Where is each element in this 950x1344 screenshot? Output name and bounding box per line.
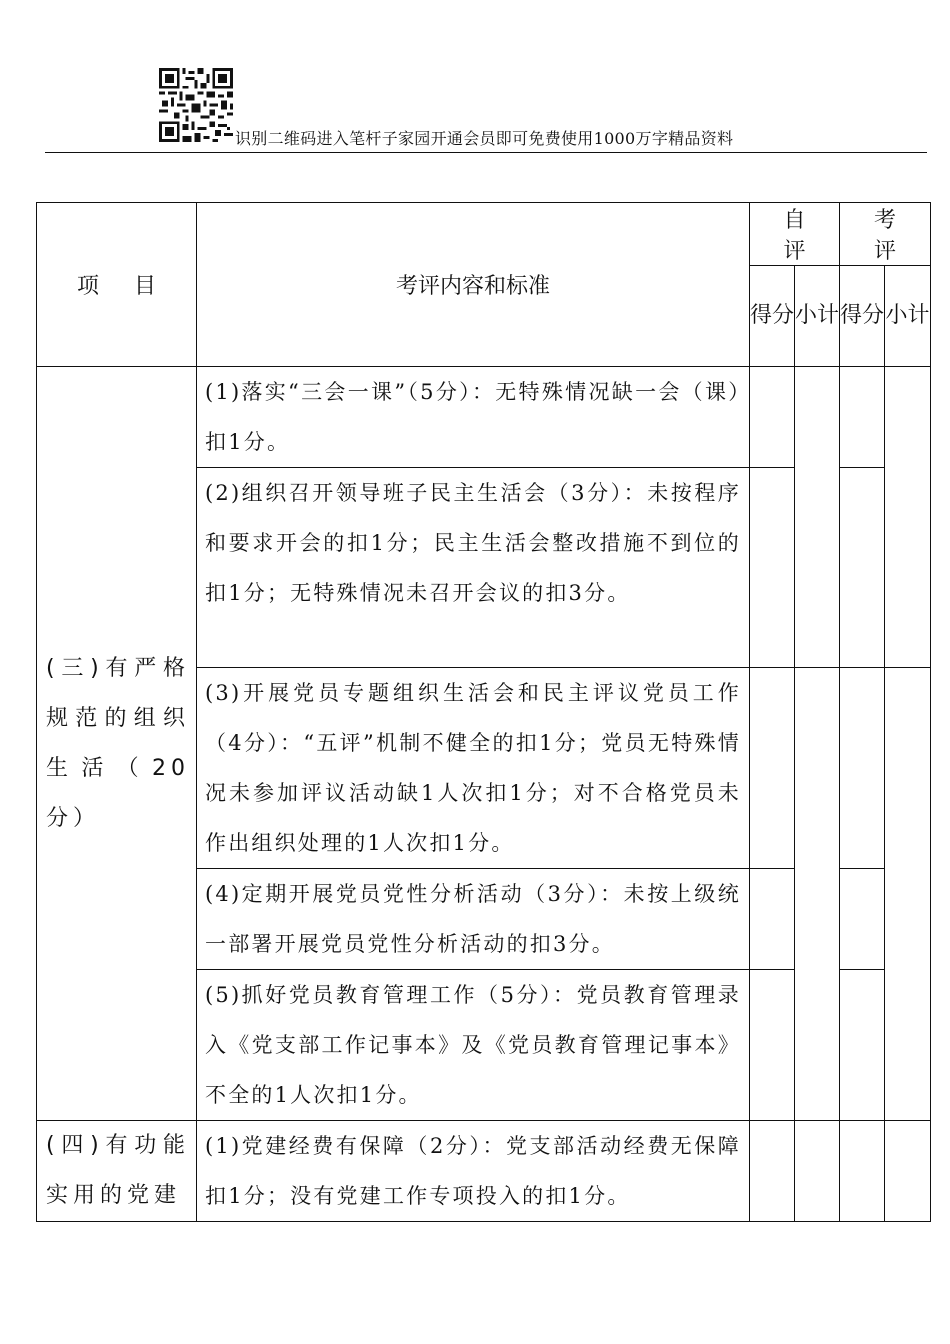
section3-item-3: (3)开展党员专题组织生活会和民主评议党员工作（4分）：“五评”机制不健全的扣1分；党员无特殊情况未参加评议活动缺1人次扣1分；对不合格党员未作出组织处理的1人次扣1分。 [197,668,750,869]
self-score-cell[interactable] [750,869,795,970]
section4-item-1: (1)党建经费有保障（2分）：党支部活动经费无保障扣1分；没有党建工作专项投入的扣1分。 [197,1121,750,1222]
review-subtotal-cell[interactable] [885,1121,931,1222]
review-score-cell[interactable] [840,1121,885,1222]
header-self-subtotal: 小计 [795,266,840,367]
self-subtotal-cell[interactable] [795,367,840,668]
self-score-cell[interactable] [750,1121,795,1222]
header-self-evaluation: 自 评 [750,203,840,266]
header-content-standard: 考评内容和标准 [197,203,750,367]
review-subtotal-cell[interactable] [885,367,931,668]
section3-item-1: (1)落实“三会一课”（5分）：无特殊情况缺一会（课）扣1分。 [197,367,750,468]
page-header [45,68,927,153]
self-score-cell[interactable] [750,468,795,668]
self-score-cell[interactable] [750,668,795,869]
review-score-cell[interactable] [840,970,885,1121]
header-project: 项 目 [37,203,197,367]
header-promo-text: 识别二维码进入笔杆子家园开通会员即可免费使用1000万字精品资料 [235,129,734,148]
section3-item-5: (5)抓好党员教育管理工作（5分）：党员教育管理录入《党支部工作记事本》及《党员教育管理记事本》不全的1人次扣1分。 [197,970,750,1121]
qr-code-icon [159,68,233,142]
self-score-cell[interactable] [750,970,795,1121]
section4-title: (四)有功能实用的党建 [37,1121,197,1222]
header-review-evaluation: 考 评 [840,203,931,266]
review-subtotal-cell[interactable] [885,668,931,1121]
section3-item-2: (2)组织召开领导班子民主生活会（3分）：未按程序和要求开会的扣1分；民主生活会整改措施不到位的扣1分；无特殊情况未召开会议的扣3分。 [197,468,750,668]
header-self-score: 得分 [750,266,795,367]
self-subtotal-cell[interactable] [795,1121,840,1222]
review-score-cell[interactable] [840,367,885,468]
review-score-cell[interactable] [840,468,885,668]
review-score-cell[interactable] [840,869,885,970]
self-subtotal-cell[interactable] [795,668,840,1121]
header-review-subtotal: 小计 [885,266,931,367]
section3-title: (三)有严格规范的组织生活（20分） [37,367,197,1121]
evaluation-table [36,202,931,1222]
section3-item-4: (4)定期开展党员党性分析活动（3分）：未按上级统一部署开展党员党性分析活动的扣3分。 [197,869,750,970]
header-review-score: 得分 [840,266,885,367]
self-score-cell[interactable] [750,367,795,468]
review-score-cell[interactable] [840,668,885,869]
